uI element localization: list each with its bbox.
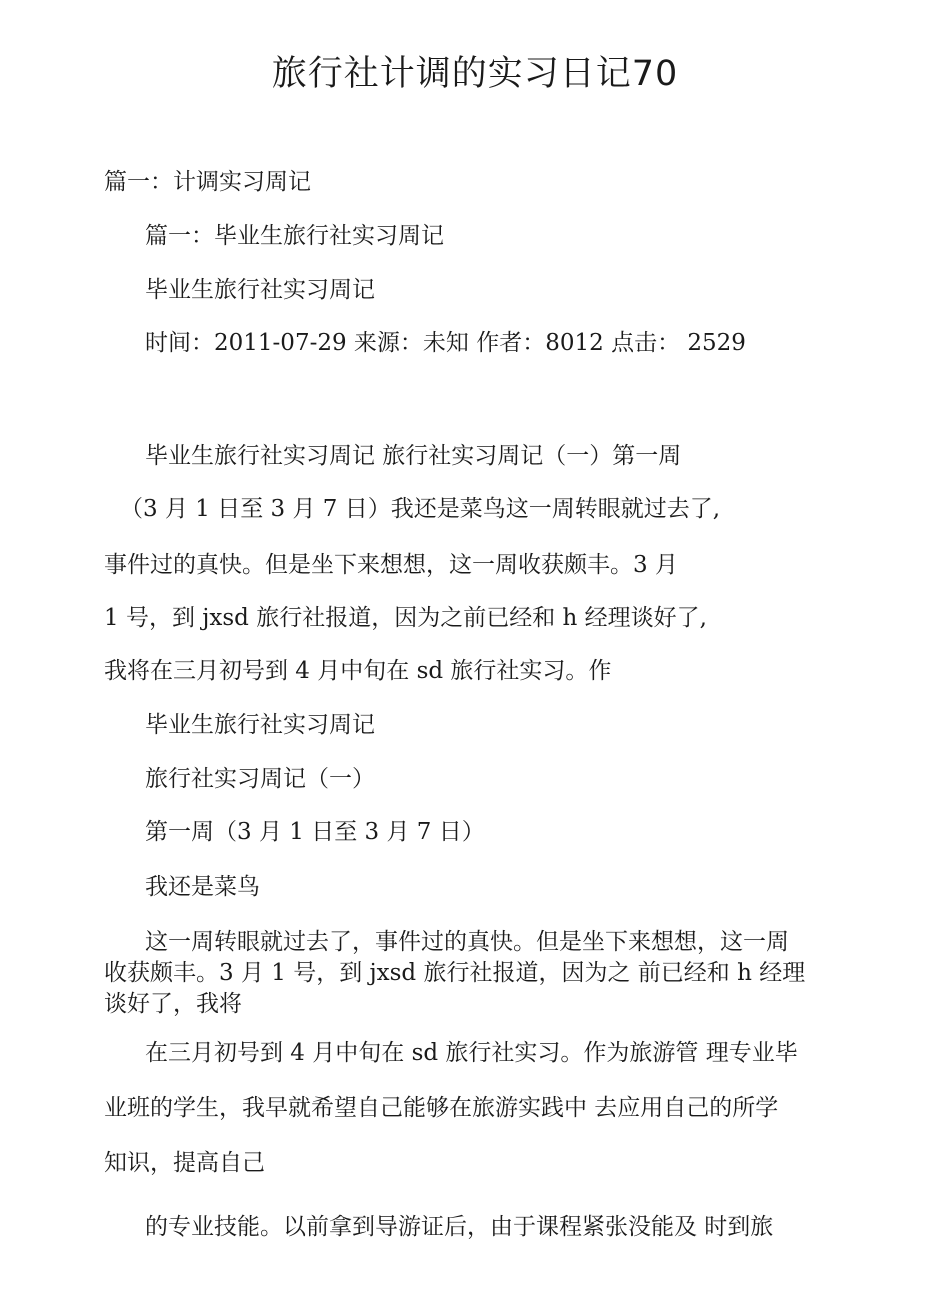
article-meta: 时间：2011-07-29 来源：未知 作者：8012 点击： 2529 <box>145 330 746 356</box>
paragraph-line: 的专业技能。以前拿到导游证后，由于课程紧张没能及 时到旅 <box>145 1214 774 1240</box>
paragraph-line: 在三月初号到 4 月中旬在 sd 旅行社实习。作为旅游管 理专业毕 <box>145 1040 798 1066</box>
article-title: 毕业生旅行社实习周记 <box>145 277 375 303</box>
section-heading: 我还是菜鸟 <box>145 874 260 900</box>
paragraph-line: （3 月 1 日至 3 月 7 日）我还是菜鸟这一周转眼就过去了, <box>120 496 721 522</box>
article-title: 毕业生旅行社实习周记 <box>145 712 375 738</box>
section-heading: 第一周（3 月 1 日至 3 月 7 日） <box>145 819 485 845</box>
paragraph-line: 我将在三月初号到 4 月中旬在 sd 旅行社实习。作 <box>104 658 612 684</box>
paragraph-line: 事件过的真快。但是坐下来想想，这一周收获颇丰。3 月 <box>104 552 678 578</box>
section-heading: 旅行社实习周记（一） <box>145 766 375 792</box>
paragraph-line: 知识，提高自己 <box>104 1150 265 1176</box>
section-heading: 篇一：计调实习周记 <box>104 169 311 195</box>
paragraph-line: 收获颇丰。3 月 1 号，到 jxsd 旅行社报道，因为之 前已经和 h 经理 <box>104 960 806 986</box>
document-title: 旅行社计调的实习日记70 <box>271 54 679 94</box>
paragraph-line: 业班的学生，我早就希望自己能够在旅游实践中 去应用自己的所学 <box>104 1095 779 1121</box>
paragraph-line: 谈好了，我将 <box>104 991 242 1017</box>
paragraph-line: 这一周转眼就过去了，事件过的真快。但是坐下来想想，这一周 <box>145 929 789 955</box>
paragraph-line: 1 号，到 jxsd 旅行社报道，因为之前已经和 h 经理谈好了, <box>104 605 707 631</box>
sub-heading: 篇一：毕业生旅行社实习周记 <box>145 223 444 249</box>
paragraph-line: 毕业生旅行社实习周记 旅行社实习周记（一）第一周 <box>145 443 682 469</box>
